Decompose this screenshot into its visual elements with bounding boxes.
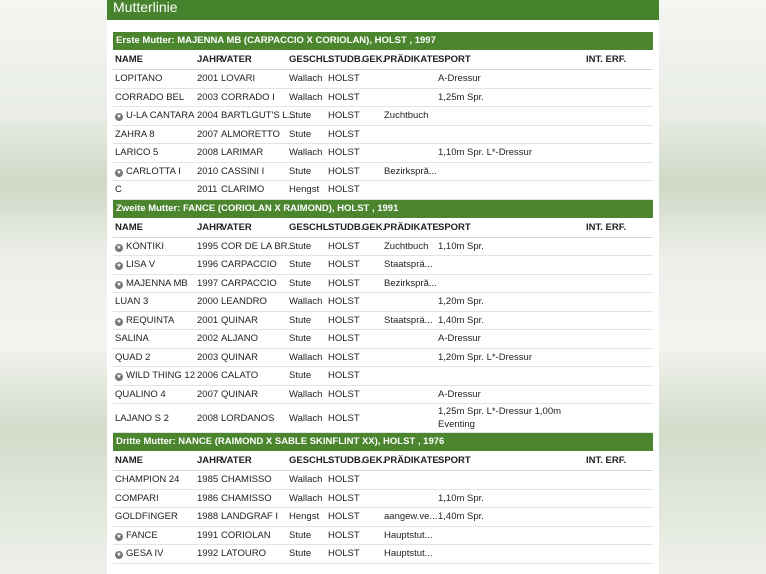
- column-gek-cell: [360, 293, 382, 312]
- column-name-header: NAME: [113, 218, 195, 238]
- table-row[interactable]: [113, 181, 653, 200]
- column-studb-cell: HOLST: [326, 293, 360, 312]
- column-geschl-cell: Wallach: [287, 348, 326, 367]
- column-sport-cell: [436, 181, 584, 200]
- column-sport-cell: A-Dressur: [436, 385, 584, 404]
- column-vater-cell: CHAMISSO: [219, 471, 287, 490]
- column-sport-header: SPORT: [436, 50, 584, 70]
- column-sport-cell: [436, 545, 584, 564]
- column-studb-cell: HOLST: [326, 162, 360, 181]
- column-int-erf-cell: [584, 526, 653, 545]
- column-int-erf-header: INT. ERF.: [584, 451, 653, 471]
- column-praedikate-header: PRÄDIKATE: [382, 50, 436, 70]
- section-title: Dritte Mutter: NANCE (RAIMOND X SABLE SKINFLINT XX), HOLST , 1976: [113, 433, 653, 451]
- horse-name[interactable]: FANCE: [126, 529, 158, 541]
- column-praedikate-cell: Hauptstut...: [382, 526, 436, 545]
- mother-section: [113, 32, 653, 200]
- page-title: Mutterlinie: [113, 0, 178, 15]
- column-studb-cell: HOLST: [326, 385, 360, 404]
- column-studb-cell: HOLST: [326, 256, 360, 275]
- column-int-erf-header: INT. ERF.: [584, 50, 653, 70]
- column-studb-cell: HOLST: [326, 367, 360, 386]
- column-praedikate-cell: Staatsprä...: [382, 311, 436, 330]
- table-row[interactable]: [113, 348, 653, 367]
- column-geschl-cell: Stute: [287, 256, 326, 275]
- column-sport-header: SPORT: [436, 218, 584, 238]
- table-row[interactable]: [113, 489, 653, 508]
- column-studb-cell: HOLST: [326, 237, 360, 256]
- column-jahr-cell: 2001: [195, 70, 219, 89]
- column-praedikate-cell: [382, 385, 436, 404]
- column-int-erf-cell: [584, 70, 653, 89]
- column-gek-cell: [360, 237, 382, 256]
- column-studb-header: STUDB.: [326, 218, 360, 238]
- column-gek-cell: [360, 311, 382, 330]
- breeding-mare-icon: ★: [116, 552, 122, 559]
- column-geschl-cell: Stute: [287, 162, 326, 181]
- column-name-cell: [113, 367, 195, 386]
- horse-name[interactable]: MAJENNA MB: [126, 277, 188, 289]
- column-geschl-cell: Stute: [287, 311, 326, 330]
- table-header-row: [113, 218, 653, 238]
- column-int-erf-cell: [584, 125, 653, 144]
- table-row[interactable]: [113, 144, 653, 163]
- column-gek-cell: [360, 181, 382, 200]
- breeding-mare-icon: ★: [116, 114, 122, 121]
- column-jahr-cell: 1988: [195, 508, 219, 527]
- table-row[interactable]: [113, 88, 653, 107]
- offspring-table: [113, 451, 653, 564]
- column-vater-cell: CORIOLAN: [219, 526, 287, 545]
- column-praedikate-cell: [382, 348, 436, 367]
- column-gek-cell: [360, 88, 382, 107]
- column-studb-cell: HOLST: [326, 489, 360, 508]
- column-vater-cell: CARPACCIO: [219, 256, 287, 275]
- column-sport-cell: [436, 107, 584, 126]
- column-name-cell: LAJANO S 2: [113, 404, 195, 433]
- column-studb-cell: HOLST: [326, 181, 360, 200]
- column-praedikate-cell: [382, 330, 436, 349]
- column-gek-cell: [360, 125, 382, 144]
- column-jahr-cell: 2008: [195, 144, 219, 163]
- column-int-erf-cell: [584, 508, 653, 527]
- column-int-erf-cell: [584, 385, 653, 404]
- column-studb-header: STUDB.: [326, 50, 360, 70]
- column-geschl-cell: Stute: [287, 367, 326, 386]
- column-gek-cell: [360, 330, 382, 349]
- column-int-erf-cell: [584, 237, 653, 256]
- offspring-table: [113, 50, 653, 200]
- column-vater-header: VATER: [219, 218, 287, 238]
- column-jahr-cell: 2007: [195, 125, 219, 144]
- horse-name[interactable]: GESA IV: [126, 548, 164, 560]
- column-vater-cell: CHAMISSO: [219, 489, 287, 508]
- column-vater-header: VATER: [219, 451, 287, 471]
- column-geschl-header: GESCHL.: [287, 50, 326, 70]
- column-geschl-cell: Wallach: [287, 404, 326, 433]
- column-jahr-cell: 2007: [195, 385, 219, 404]
- column-praedikate-cell: [382, 367, 436, 386]
- column-geschl-cell: Wallach: [287, 88, 326, 107]
- column-gek-cell: [360, 489, 382, 508]
- column-gek-cell: [360, 508, 382, 527]
- column-jahr-cell: 2004: [195, 107, 219, 126]
- column-studb-cell: HOLST: [326, 311, 360, 330]
- column-studb-cell: HOLST: [326, 330, 360, 349]
- table-row[interactable]: [113, 385, 653, 404]
- column-gek-cell: [360, 404, 382, 433]
- column-praedikate-cell: Zuchtbuch: [382, 237, 436, 256]
- column-sport-cell: 1,10m Spr. L*-Dressur: [436, 144, 584, 163]
- column-praedikate-cell: Bezirkspră...: [382, 274, 436, 293]
- column-vater-header: VATER: [219, 50, 287, 70]
- column-jahr-cell: 1991: [195, 526, 219, 545]
- column-name-cell: SALINA: [113, 330, 195, 349]
- column-vater-cell: LARIMAR: [219, 144, 287, 163]
- column-praedikate-cell: Zuchtbuch: [382, 107, 436, 126]
- column-int-erf-cell: [584, 256, 653, 275]
- column-name-cell: LARICO 5: [113, 144, 195, 163]
- horse-name[interactable]: REQUINTA: [126, 314, 175, 326]
- column-vater-cell: BARTLGUT'S L...: [219, 107, 287, 126]
- column-sport-cell: 1,40m Spr.: [436, 311, 584, 330]
- column-name-cell: GOLDFINGER: [113, 508, 195, 527]
- column-jahr-cell: 1996: [195, 256, 219, 275]
- column-geschl-cell: Stute: [287, 125, 326, 144]
- table-row[interactable]: [113, 237, 653, 256]
- column-sport-cell: A-Dressur: [436, 70, 584, 89]
- column-gek-cell: [360, 545, 382, 564]
- column-jahr-cell: 2011: [195, 181, 219, 200]
- table-row[interactable]: [113, 545, 653, 564]
- column-jahr-header: JAHR: [195, 50, 219, 70]
- column-praedikate-cell: [382, 181, 436, 200]
- panel-header: [107, 0, 659, 20]
- column-name-cell: [113, 311, 195, 330]
- column-vater-cell: QUINAR: [219, 348, 287, 367]
- column-sport-cell: A-Dressur: [436, 330, 584, 349]
- column-studb-cell: HOLST: [326, 125, 360, 144]
- column-praedikate-header: PRÄDIKATE: [382, 451, 436, 471]
- column-gek-cell: [360, 107, 382, 126]
- column-sport-cell: 1,20m Spr.: [436, 293, 584, 312]
- column-geschl-cell: Wallach: [287, 293, 326, 312]
- column-studb-cell: HOLST: [326, 144, 360, 163]
- breeding-mare-icon: ★: [116, 169, 122, 176]
- table-row[interactable]: [113, 367, 653, 386]
- spacer: [107, 20, 659, 32]
- column-geschl-header: GESCHL.: [287, 218, 326, 238]
- column-studb-cell: HOLST: [326, 526, 360, 545]
- column-praedikate-cell: [382, 144, 436, 163]
- column-praedikate-cell: [382, 88, 436, 107]
- column-name-cell: [113, 162, 195, 181]
- column-sport-cell: 1,25m Spr.: [436, 88, 584, 107]
- column-studb-cell: HOLST: [326, 508, 360, 527]
- horse-name[interactable]: LISA V: [126, 259, 156, 271]
- column-vater-cell: LANDGRAF I: [219, 508, 287, 527]
- column-praedikate-cell: aangew.ve...: [382, 508, 436, 527]
- column-name-cell: [113, 274, 195, 293]
- column-geschl-cell: Stute: [287, 330, 326, 349]
- column-gek-cell: [360, 274, 382, 293]
- section-title: Zweite Mutter: FANCE (CORIOLAN X RAIMOND), HOLST , 1991: [113, 200, 653, 218]
- column-geschl-cell: Stute: [287, 107, 326, 126]
- column-geschl-cell: Stute: [287, 545, 326, 564]
- column-name-cell: [113, 545, 195, 564]
- column-int-erf-cell: [584, 348, 653, 367]
- column-studb-cell: HOLST: [326, 545, 360, 564]
- column-praedikate-cell: [382, 70, 436, 89]
- column-praedikate-cell: Bezirkspră...: [382, 162, 436, 181]
- column-vater-cell: CARPACCIO: [219, 274, 287, 293]
- column-praedikate-cell: [382, 293, 436, 312]
- column-geschl-cell: Hengst: [287, 508, 326, 527]
- table-row[interactable]: [113, 404, 653, 433]
- column-vater-cell: CLARIMO: [219, 181, 287, 200]
- column-studb-cell: HOLST: [326, 274, 360, 293]
- mother-section: [113, 433, 653, 564]
- column-praedikate-header: PRÄDIKATE: [382, 218, 436, 238]
- column-int-erf-cell: [584, 162, 653, 181]
- column-name-cell: QUAD 2: [113, 348, 195, 367]
- column-geschl-cell: Stute: [287, 526, 326, 545]
- column-vater-cell: QUINAR: [219, 385, 287, 404]
- column-studb-cell: HOLST: [326, 348, 360, 367]
- column-vater-cell: LOVARI: [219, 70, 287, 89]
- column-sport-cell: [436, 471, 584, 490]
- column-name-cell: ZAHRA 8: [113, 125, 195, 144]
- column-name-cell: LOPITANO: [113, 70, 195, 89]
- table-row[interactable]: [113, 471, 653, 490]
- table-row[interactable]: [113, 125, 653, 144]
- breeding-mare-icon: ★: [116, 281, 122, 288]
- column-vater-cell: CALATO: [219, 367, 287, 386]
- column-geschl-cell: Wallach: [287, 144, 326, 163]
- column-jahr-cell: 1997: [195, 274, 219, 293]
- column-gek-cell: [360, 471, 382, 490]
- column-sport-header: SPORT: [436, 451, 584, 471]
- column-praedikate-cell: Hauptstut...: [382, 545, 436, 564]
- column-gek-cell: [360, 526, 382, 545]
- horse-name[interactable]: U-LA CANTARA: [126, 110, 195, 122]
- column-gek-cell: [360, 256, 382, 275]
- column-name-cell: CHAMPION 24: [113, 471, 195, 490]
- column-sport-cell: 1,10m Spr.: [436, 237, 584, 256]
- column-jahr-cell: 2008: [195, 404, 219, 433]
- table-row[interactable]: [113, 70, 653, 89]
- column-gek-cell: [360, 144, 382, 163]
- table-row[interactable]: [113, 330, 653, 349]
- column-int-erf-cell: [584, 293, 653, 312]
- column-studb-cell: HOLST: [326, 70, 360, 89]
- column-name-cell: C: [113, 181, 195, 200]
- column-vater-cell: CORRADO I: [219, 88, 287, 107]
- column-name-header: NAME: [113, 451, 195, 471]
- column-jahr-cell: 2010: [195, 162, 219, 181]
- column-name-cell: [113, 526, 195, 545]
- table-row[interactable]: [113, 311, 653, 330]
- horse-name[interactable]: CARLOTTA I: [126, 165, 181, 177]
- column-int-erf-cell: [584, 144, 653, 163]
- table-row[interactable]: [113, 256, 653, 275]
- column-int-erf-cell: [584, 545, 653, 564]
- column-gek-cell: [360, 162, 382, 181]
- column-jahr-cell: 2000: [195, 293, 219, 312]
- column-name-cell: COMPARI: [113, 489, 195, 508]
- column-jahr-cell: 1985: [195, 471, 219, 490]
- column-jahr-header: JAHR: [195, 451, 219, 471]
- column-int-erf-cell: [584, 330, 653, 349]
- section-title: Erste Mutter: MAJENNA MB (CARPACCIO X CORIOLAN), HOLST , 1997: [113, 32, 653, 50]
- column-geschl-cell: Wallach: [287, 471, 326, 490]
- column-int-erf-cell: [584, 107, 653, 126]
- column-gek-header: GEK.: [360, 451, 382, 471]
- column-studb-cell: HOLST: [326, 88, 360, 107]
- column-name-cell: LUAN 3: [113, 293, 195, 312]
- column-jahr-cell: 2002: [195, 330, 219, 349]
- column-vater-cell: COR DE LA BR...: [219, 237, 287, 256]
- column-praedikate-cell: [382, 125, 436, 144]
- column-vater-cell: QUINAR: [219, 311, 287, 330]
- column-int-erf-cell: [584, 311, 653, 330]
- column-jahr-cell: 2003: [195, 88, 219, 107]
- column-vater-cell: ALJANO: [219, 330, 287, 349]
- column-vater-cell: LEANDRO: [219, 293, 287, 312]
- column-jahr-cell: 2006: [195, 367, 219, 386]
- column-geschl-cell: Wallach: [287, 489, 326, 508]
- column-name-cell: [113, 107, 195, 126]
- column-int-erf-cell: [584, 367, 653, 386]
- breeding-mare-icon: ★: [116, 318, 122, 325]
- column-int-erf-cell: [584, 404, 653, 433]
- column-geschl-cell: Wallach: [287, 70, 326, 89]
- column-geschl-cell: Hengst: [287, 181, 326, 200]
- column-sport-cell: 1,25m Spr. L*-Dressur 1,00m Eventing: [436, 404, 584, 433]
- column-praedikate-cell: Staatsprä...: [382, 256, 436, 275]
- column-jahr-cell: 2003: [195, 348, 219, 367]
- breeding-mare-icon: ★: [116, 244, 122, 251]
- column-sport-cell: [436, 162, 584, 181]
- table-row[interactable]: [113, 526, 653, 545]
- column-int-erf-cell: [584, 181, 653, 200]
- column-sport-cell: [436, 256, 584, 275]
- mother-line-sections: [107, 32, 659, 564]
- column-sport-cell: 1,40m Spr.: [436, 508, 584, 527]
- column-int-erf-header: INT. ERF.: [584, 218, 653, 238]
- column-geschl-cell: Stute: [287, 274, 326, 293]
- column-geschl-cell: Stute: [287, 237, 326, 256]
- mother-section: [113, 200, 653, 434]
- column-name-cell: QUALINO 4: [113, 385, 195, 404]
- column-int-erf-cell: [584, 471, 653, 490]
- column-sport-cell: [436, 526, 584, 545]
- column-name-cell: [113, 237, 195, 256]
- column-studb-cell: HOLST: [326, 404, 360, 433]
- column-gek-cell: [360, 367, 382, 386]
- offspring-table: [113, 218, 653, 434]
- column-geschl-header: GESCHL.: [287, 451, 326, 471]
- column-geschl-cell: Wallach: [287, 385, 326, 404]
- column-sport-cell: 1,10m Spr.: [436, 489, 584, 508]
- column-vater-cell: ALMORETTO: [219, 125, 287, 144]
- table-row[interactable]: [113, 274, 653, 293]
- column-studb-cell: HOLST: [326, 107, 360, 126]
- column-praedikate-cell: [382, 404, 436, 433]
- table-row[interactable]: [113, 293, 653, 312]
- column-gek-cell: [360, 348, 382, 367]
- table-row[interactable]: [113, 508, 653, 527]
- column-vater-cell: LORDANOS: [219, 404, 287, 433]
- breeding-mare-icon: ★: [116, 374, 122, 381]
- breeding-mare-icon: ★: [116, 263, 122, 270]
- column-name-cell: CORRADO BEL: [113, 88, 195, 107]
- column-vater-cell: LATOURO: [219, 545, 287, 564]
- table-row[interactable]: [113, 107, 653, 126]
- breeding-mare-icon: ★: [116, 533, 122, 540]
- horse-name[interactable]: KONTIKI: [126, 240, 165, 252]
- column-praedikate-cell: [382, 471, 436, 490]
- column-sport-cell: [436, 125, 584, 144]
- table-row[interactable]: [113, 162, 653, 181]
- column-int-erf-cell: [584, 489, 653, 508]
- horse-name[interactable]: WILD THING 12: [126, 370, 195, 382]
- column-jahr-header: JAHR: [195, 218, 219, 238]
- column-int-erf-cell: [584, 274, 653, 293]
- column-jahr-cell: 1992: [195, 545, 219, 564]
- column-int-erf-cell: [584, 88, 653, 107]
- column-jahr-cell: 1986: [195, 489, 219, 508]
- column-gek-header: GEK.: [360, 218, 382, 238]
- column-vater-cell: CASSINI I: [219, 162, 287, 181]
- column-sport-cell: [436, 274, 584, 293]
- table-header-row: [113, 451, 653, 471]
- column-name-header: NAME: [113, 50, 195, 70]
- column-name-cell: [113, 256, 195, 275]
- table-header-row: [113, 50, 653, 70]
- column-sport-cell: [436, 367, 584, 386]
- pedigree-panel: [107, 0, 659, 574]
- column-jahr-cell: 2001: [195, 311, 219, 330]
- column-praedikate-cell: [382, 489, 436, 508]
- column-gek-cell: [360, 385, 382, 404]
- column-gek-cell: [360, 70, 382, 89]
- column-gek-header: GEK.: [360, 50, 382, 70]
- column-studb-cell: HOLST: [326, 471, 360, 490]
- column-jahr-cell: 1995: [195, 237, 219, 256]
- column-studb-header: STUDB.: [326, 451, 360, 471]
- column-sport-cell: 1,20m Spr. L*-Dressur: [436, 348, 584, 367]
